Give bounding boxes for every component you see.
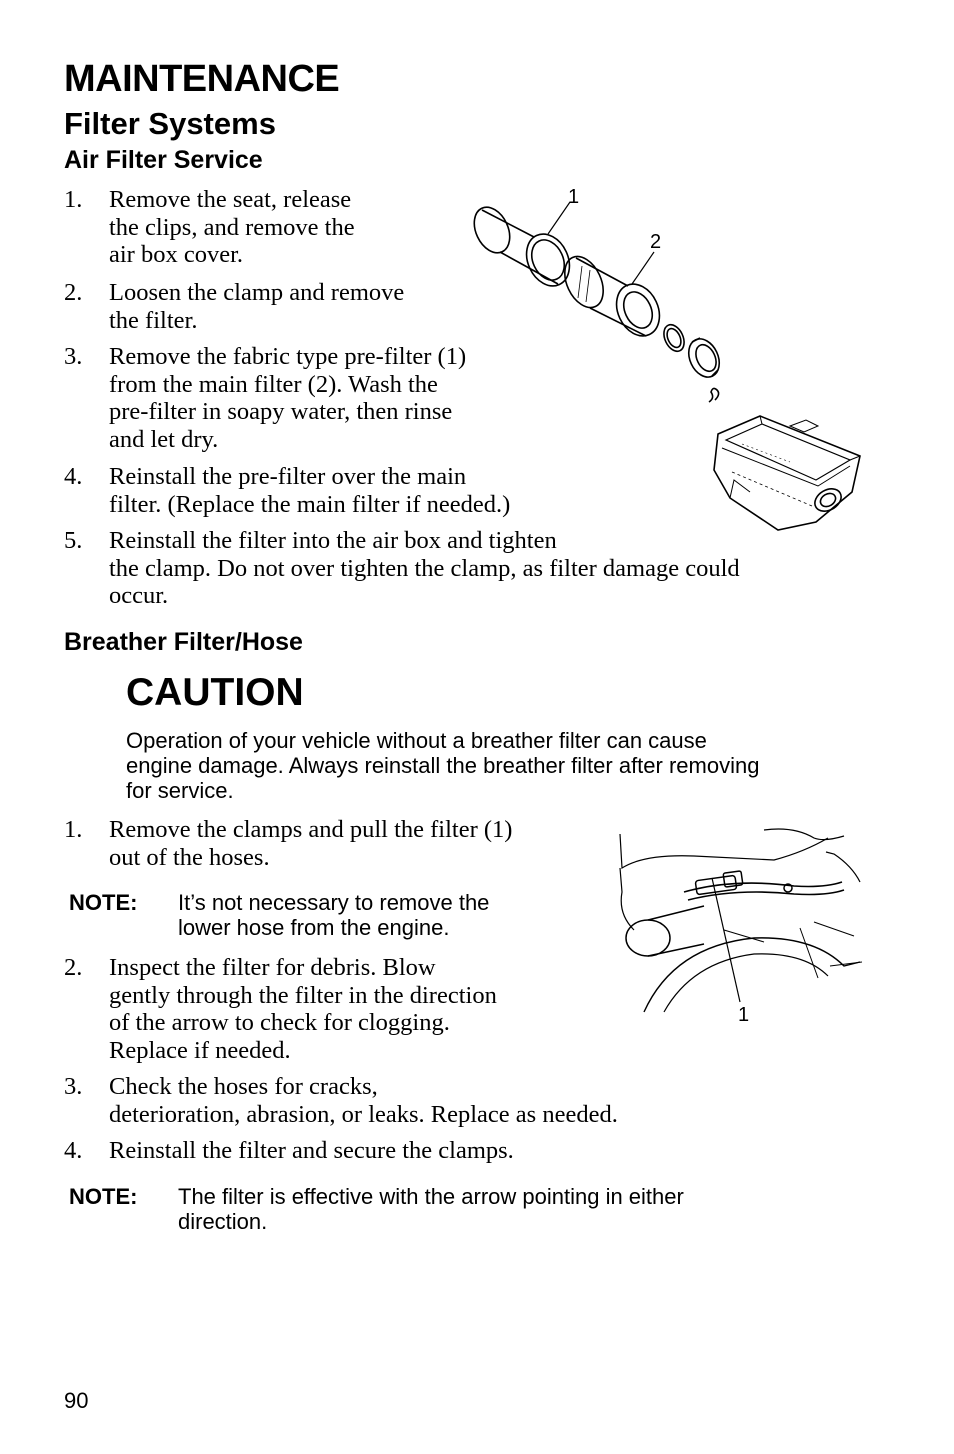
step-line: Reinstall the filter and secure the clamps. (109, 1137, 514, 1164)
step-line: Loosen the clamp and remove (109, 279, 405, 306)
step-line: Replace if needed. (109, 1036, 291, 1064)
step-line: Reinstall the pre-filter over the main (109, 463, 467, 490)
step-number: 3. (64, 343, 83, 370)
step-number: 2. (64, 279, 83, 306)
air-box-drawing (714, 416, 860, 530)
note-label: NOTE: (69, 1184, 138, 1209)
air-filter-heading: Air Filter Service (64, 146, 263, 174)
step-line: Inspect the filter for debris. Blow (109, 954, 436, 981)
step-line: the clips, and remove the (109, 213, 355, 241)
step-line: Check the hoses for cracks, (109, 1073, 378, 1100)
section-title: MAINTENANCE (64, 58, 340, 100)
main-filter-drawing (557, 250, 667, 343)
note-label: NOTE: (69, 890, 138, 915)
step-line: air box cover. (109, 241, 244, 268)
step-line: Reinstall the filter into the air box and tighten (109, 527, 557, 554)
caution-line: for service. (126, 778, 234, 803)
breather-heading: Breather Filter/Hose (64, 628, 303, 656)
callout-label-breather: 1 (738, 1004, 750, 1026)
step-line: Remove the fabric type pre-filter (1) (109, 343, 467, 370)
step-line: Remove the seat, release (109, 186, 352, 213)
note-line: lower hose from the engine. (178, 915, 450, 940)
step-number: 5. (64, 527, 83, 554)
step-line: deterioration, abrasion, or leaks. Replace as needed. (109, 1100, 618, 1128)
step-line: pre-filter in soapy water, then rinse (109, 398, 453, 425)
step-number: 4. (64, 463, 83, 490)
step-line: out of the hoses. (109, 843, 270, 871)
caution-line: engine damage. Always reinstall the breather filter after removing (126, 753, 760, 778)
subsection-title: Filter Systems (64, 106, 276, 141)
step-number: 2. (64, 954, 83, 981)
step-line: the filter. (109, 306, 198, 334)
step-line: gently through the filter in the direction (109, 981, 497, 1009)
boot-drawing (683, 334, 725, 382)
clip-drawing (709, 388, 719, 402)
step-number: 1. (64, 186, 83, 213)
step-number: 3. (64, 1073, 83, 1100)
caution-title: CAUTION (126, 671, 304, 714)
step-number: 4. (64, 1137, 83, 1164)
note-line: The filter is effective with the arrow pointing in either (178, 1184, 684, 1209)
step-line: occur. (109, 582, 169, 609)
step-line: the clamp. Do not over tighten the clamp, as filter damage could (109, 554, 740, 582)
note-line: direction. (178, 1209, 268, 1234)
step-line: from the main filter (2). Wash the (109, 370, 438, 398)
step-number: 1. (64, 816, 83, 843)
breather-filter-illustration (604, 826, 866, 1016)
air-filter-illustration (460, 180, 880, 540)
caution-text (126, 728, 759, 803)
callout-label-1: 1 (568, 186, 580, 208)
page-number: 90 (64, 1388, 89, 1413)
step-line: filter. (Replace the main filter if needed.) (109, 490, 511, 518)
note-line: It’s not necessary to remove the (178, 890, 490, 915)
callout-leader-2 (632, 252, 654, 284)
clamp-drawing (660, 322, 688, 355)
step-line: and let dry. (109, 425, 219, 453)
step-line: of the arrow to check for clogging. (109, 1009, 450, 1036)
callout-leader-1 (548, 202, 570, 234)
callout-label-2: 2 (650, 231, 662, 253)
step-line: Remove the clamps and pull the filter (1) (109, 816, 513, 843)
caution-line: Operation of your vehicle without a breather filter can cause (126, 728, 707, 753)
